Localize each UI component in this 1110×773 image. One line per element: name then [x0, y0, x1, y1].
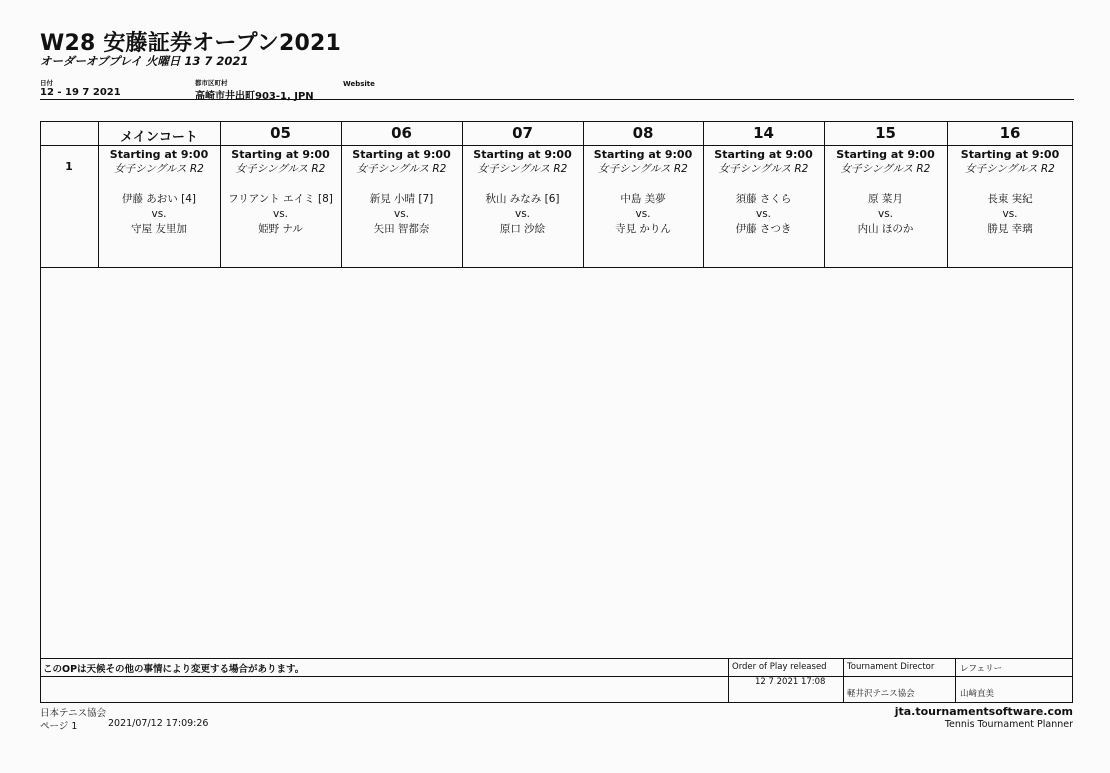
draw-name: 女子シングルス R2 [840, 163, 931, 175]
location-value: 高崎市井出町903-1, JPN [195, 91, 314, 102]
court-header-15: 15 [875, 124, 896, 142]
order-of-play-subtitle: オーダーオブプレイ 火曜日 13 7 2021 [40, 54, 249, 68]
start-time: Starting at 9:00 [231, 148, 330, 161]
draw-name: 女子シングルス R2 [356, 163, 447, 175]
match-cell [583, 147, 703, 237]
footer-box-top-rule [40, 658, 1073, 659]
player-one: フリアント エイミ [8] [228, 193, 333, 205]
player-two: 原口 沙絵 [499, 223, 546, 235]
location-label: 都市区町村 [195, 79, 228, 87]
director-label: Tournament Director [847, 662, 935, 672]
planner-label: Tennis Tournament Planner [944, 719, 1073, 730]
draw-name: 女子シングルス R2 [235, 163, 326, 175]
referee-label: レフェリー [960, 664, 1003, 674]
vs-label: vs. [877, 208, 894, 220]
footer-box-mid-rule-left [40, 676, 728, 677]
player-one: 伊藤 あおい [4] [121, 193, 197, 205]
player-one: 秋山 みなみ [6] [485, 193, 560, 205]
vs-label: vs. [151, 208, 167, 220]
start-time: Starting at 9:00 [960, 148, 1060, 161]
match-cell [98, 147, 220, 237]
court-header-07: 07 [512, 124, 533, 142]
court-header-14: 14 [753, 124, 774, 142]
match-cell [462, 147, 583, 237]
header-divider [40, 99, 1074, 100]
footer-divider [728, 658, 729, 703]
player-one: 須藤 さくら [735, 193, 792, 205]
printed-timestamp: 2021/07/12 17:09:26 [108, 718, 209, 729]
court-header-16: 16 [999, 124, 1021, 142]
match-cell [947, 147, 1073, 237]
player-two: 勝見 幸璃 [987, 223, 1033, 235]
start-time: Starting at 9:00 [714, 148, 813, 161]
vs-label: vs. [393, 208, 410, 220]
draw-name: 女子シングルス R2 [477, 163, 568, 175]
start-time: Starting at 9:00 [352, 148, 451, 161]
referee-value: 山﨑直美 [960, 689, 995, 699]
association-name: 日本テニス協会 [40, 708, 107, 719]
court-header-main: メインコート [120, 130, 198, 145]
player-one: 長東 実紀 [987, 193, 1033, 205]
draw-name: 女子シングルス R2 [718, 163, 809, 175]
director-value: 軽井沢テニス協会 [847, 689, 915, 699]
court-header-08: 08 [632, 124, 654, 142]
player-two: 寺見 かりん [615, 223, 671, 235]
vs-label: vs. [514, 208, 531, 220]
player-one: 新見 小晴 [7] [369, 193, 434, 205]
match-cell [703, 147, 824, 237]
row-number: 1 [65, 160, 73, 173]
start-time: Starting at 9:00 [473, 148, 572, 161]
match-row-divider [40, 267, 1073, 268]
start-time: Starting at 9:00 [109, 148, 209, 161]
schedule-change-notice: このOPは天候その他の事情により変更する場合があります。 [43, 664, 305, 675]
draw-name: 女子シングルス R2 [598, 163, 688, 175]
released-label: Order of Play released [732, 662, 827, 672]
vs-label: vs. [1002, 208, 1018, 220]
draw-name: 女子シングルス R2 [965, 163, 1055, 175]
match-cell [341, 147, 462, 237]
player-two: 矢田 智都奈 [373, 223, 430, 235]
court-header-05: 05 [270, 124, 291, 142]
vs-label: vs. [272, 208, 289, 220]
footer-divider [955, 658, 956, 703]
date-label: 日付 [40, 79, 53, 87]
player-two: 内山 ほのか [857, 223, 914, 235]
start-time: Starting at 9:00 [836, 148, 935, 161]
page-number: ページ 1 [40, 721, 78, 732]
vs-label: vs. [635, 208, 651, 220]
match-cell [824, 147, 947, 237]
player-two: 守屋 友里加 [131, 223, 187, 235]
date-value: 12 - 19 7 2021 [40, 87, 121, 98]
vs-label: vs. [755, 208, 772, 220]
site-url: jta.tournamentsoftware.com [894, 705, 1073, 718]
start-time: Starting at 9:00 [593, 148, 693, 161]
court-header-06: 06 [391, 124, 412, 142]
match-cell [220, 147, 341, 237]
player-one: 原 菜月 [868, 193, 903, 205]
tournament-title: W28 安藤証券オープン2021 [40, 31, 341, 56]
released-value: 12 7 2021 17:08 [755, 677, 826, 687]
footer-divider [843, 658, 844, 703]
player-two: 伊藤 さつき [735, 223, 792, 235]
player-one: 中島 美夢 [620, 193, 666, 205]
website-label: Website [343, 80, 375, 88]
player-two: 姫野 ナル [258, 223, 303, 235]
draw-name: 女子シングルス R2 [114, 163, 204, 175]
